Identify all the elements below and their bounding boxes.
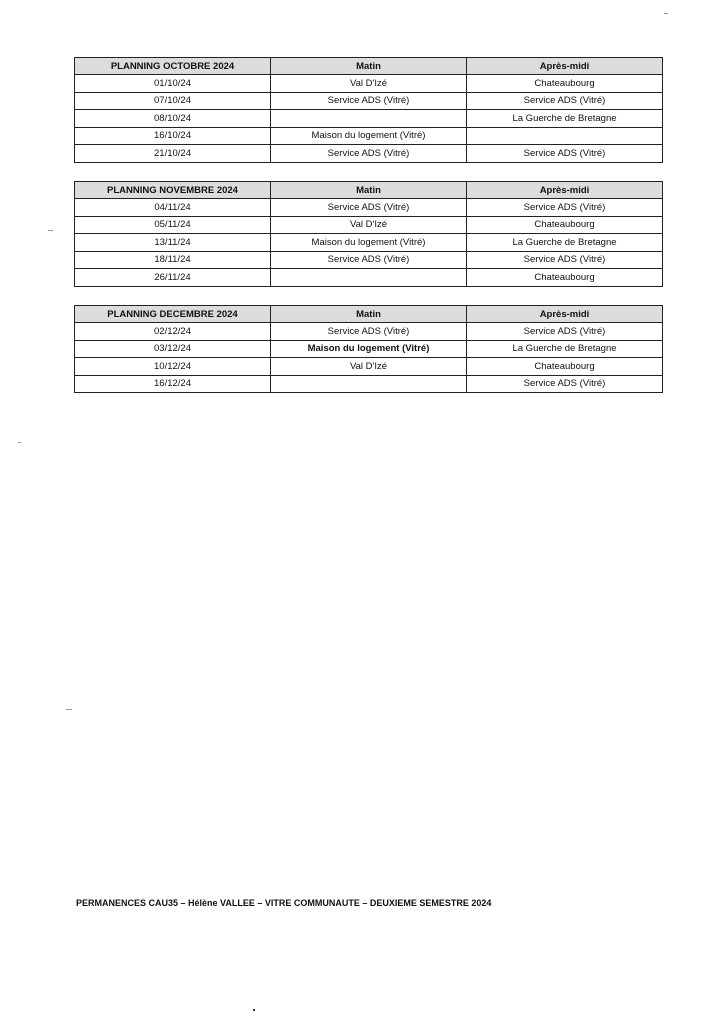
date-cell: 26/11/24 xyxy=(75,269,271,287)
apres-midi-cell: Chateaubourg xyxy=(467,216,663,234)
planning-decembre-table xyxy=(74,305,663,393)
date-cell: 16/10/24 xyxy=(75,127,271,145)
matin-cell: Val D'Izé xyxy=(271,358,467,376)
table-row xyxy=(75,375,663,393)
table-row xyxy=(75,145,663,163)
column-header-apres-midi: Après-midi xyxy=(467,58,663,75)
table-title: PLANNING NOVEMBRE 2024 xyxy=(75,182,271,199)
matin-cell: Service ADS (Vitré) xyxy=(271,145,467,163)
table-row xyxy=(75,323,663,341)
apres-midi-cell: La Guerche de Bretagne xyxy=(467,340,663,358)
date-cell: 13/11/24 xyxy=(75,234,271,252)
matin-cell xyxy=(271,110,467,128)
table-row xyxy=(75,251,663,269)
table-row xyxy=(75,269,663,287)
column-header-apres-midi: Après-midi xyxy=(467,306,663,323)
matin-cell: Maison du logement (Vitré) xyxy=(271,127,467,145)
table-row xyxy=(75,75,663,93)
table-row xyxy=(75,127,663,145)
apres-midi-cell: Service ADS (Vitré) xyxy=(467,145,663,163)
matin-cell: Val D'Izé xyxy=(271,75,467,93)
date-cell: 10/12/24 xyxy=(75,358,271,376)
matin-cell: Maison du logement (Vitré) xyxy=(271,234,467,252)
matin-cell: Service ADS (Vitré) xyxy=(271,92,467,110)
matin-cell: Service ADS (Vitré) xyxy=(271,323,467,341)
matin-cell xyxy=(271,269,467,287)
apres-midi-cell: Service ADS (Vitré) xyxy=(467,92,663,110)
table-row xyxy=(75,340,663,358)
date-cell: 04/11/24 xyxy=(75,199,271,217)
apres-midi-cell: Service ADS (Vitré) xyxy=(467,375,663,393)
date-cell: 01/10/24 xyxy=(75,75,271,93)
table-row xyxy=(75,199,663,217)
table-header-row xyxy=(75,306,663,323)
table-title: PLANNING OCTOBRE 2024 xyxy=(75,58,271,75)
matin-cell: Maison du logement (Vitré) xyxy=(271,340,467,358)
table-header-row xyxy=(75,58,663,75)
apres-midi-cell: Service ADS (Vitré) xyxy=(467,199,663,217)
table-header-row xyxy=(75,182,663,199)
scan-speck xyxy=(18,442,21,443)
date-cell: 07/10/24 xyxy=(75,92,271,110)
scan-speck xyxy=(253,1009,255,1011)
apres-midi-cell: Chateaubourg xyxy=(467,358,663,376)
table-row xyxy=(75,92,663,110)
matin-cell xyxy=(271,375,467,393)
matin-cell: Val D'Izé xyxy=(271,216,467,234)
date-cell: 02/12/24 xyxy=(75,323,271,341)
table-row xyxy=(75,358,663,376)
scan-speck xyxy=(66,709,72,710)
table-row xyxy=(75,234,663,252)
apres-midi-cell: Service ADS (Vitré) xyxy=(467,251,663,269)
apres-midi-cell xyxy=(467,127,663,145)
planning-novembre-table xyxy=(74,181,663,287)
apres-midi-cell: Service ADS (Vitré) xyxy=(467,323,663,341)
column-header-matin: Matin xyxy=(271,306,467,323)
apres-midi-cell: Chateaubourg xyxy=(467,75,663,93)
scan-speck xyxy=(48,230,53,231)
column-header-matin: Matin xyxy=(271,182,467,199)
matin-cell: Service ADS (Vitré) xyxy=(271,251,467,269)
apres-midi-cell: La Guerche de Bretagne xyxy=(467,110,663,128)
date-cell: 05/11/24 xyxy=(75,216,271,234)
date-cell: 21/10/24 xyxy=(75,145,271,163)
date-cell: 08/10/24 xyxy=(75,110,271,128)
date-cell: 18/11/24 xyxy=(75,251,271,269)
date-cell: 16/12/24 xyxy=(75,375,271,393)
planning-octobre-table xyxy=(74,57,663,163)
table-row xyxy=(75,110,663,128)
column-header-matin: Matin xyxy=(271,58,467,75)
date-cell: 03/12/24 xyxy=(75,340,271,358)
matin-cell: Service ADS (Vitré) xyxy=(271,199,467,217)
document-footer: PERMANENCES CAU35 – Hélène VALLEE – VITRE COMMUNAUTE – DEUXIEME SEMESTRE 2024 xyxy=(76,898,492,908)
apres-midi-cell: La Guerche de Bretagne xyxy=(467,234,663,252)
column-header-apres-midi: Après-midi xyxy=(467,182,663,199)
scan-speck xyxy=(664,13,668,14)
table-row xyxy=(75,216,663,234)
table-title: PLANNING DECEMBRE 2024 xyxy=(75,306,271,323)
apres-midi-cell: Chateaubourg xyxy=(467,269,663,287)
